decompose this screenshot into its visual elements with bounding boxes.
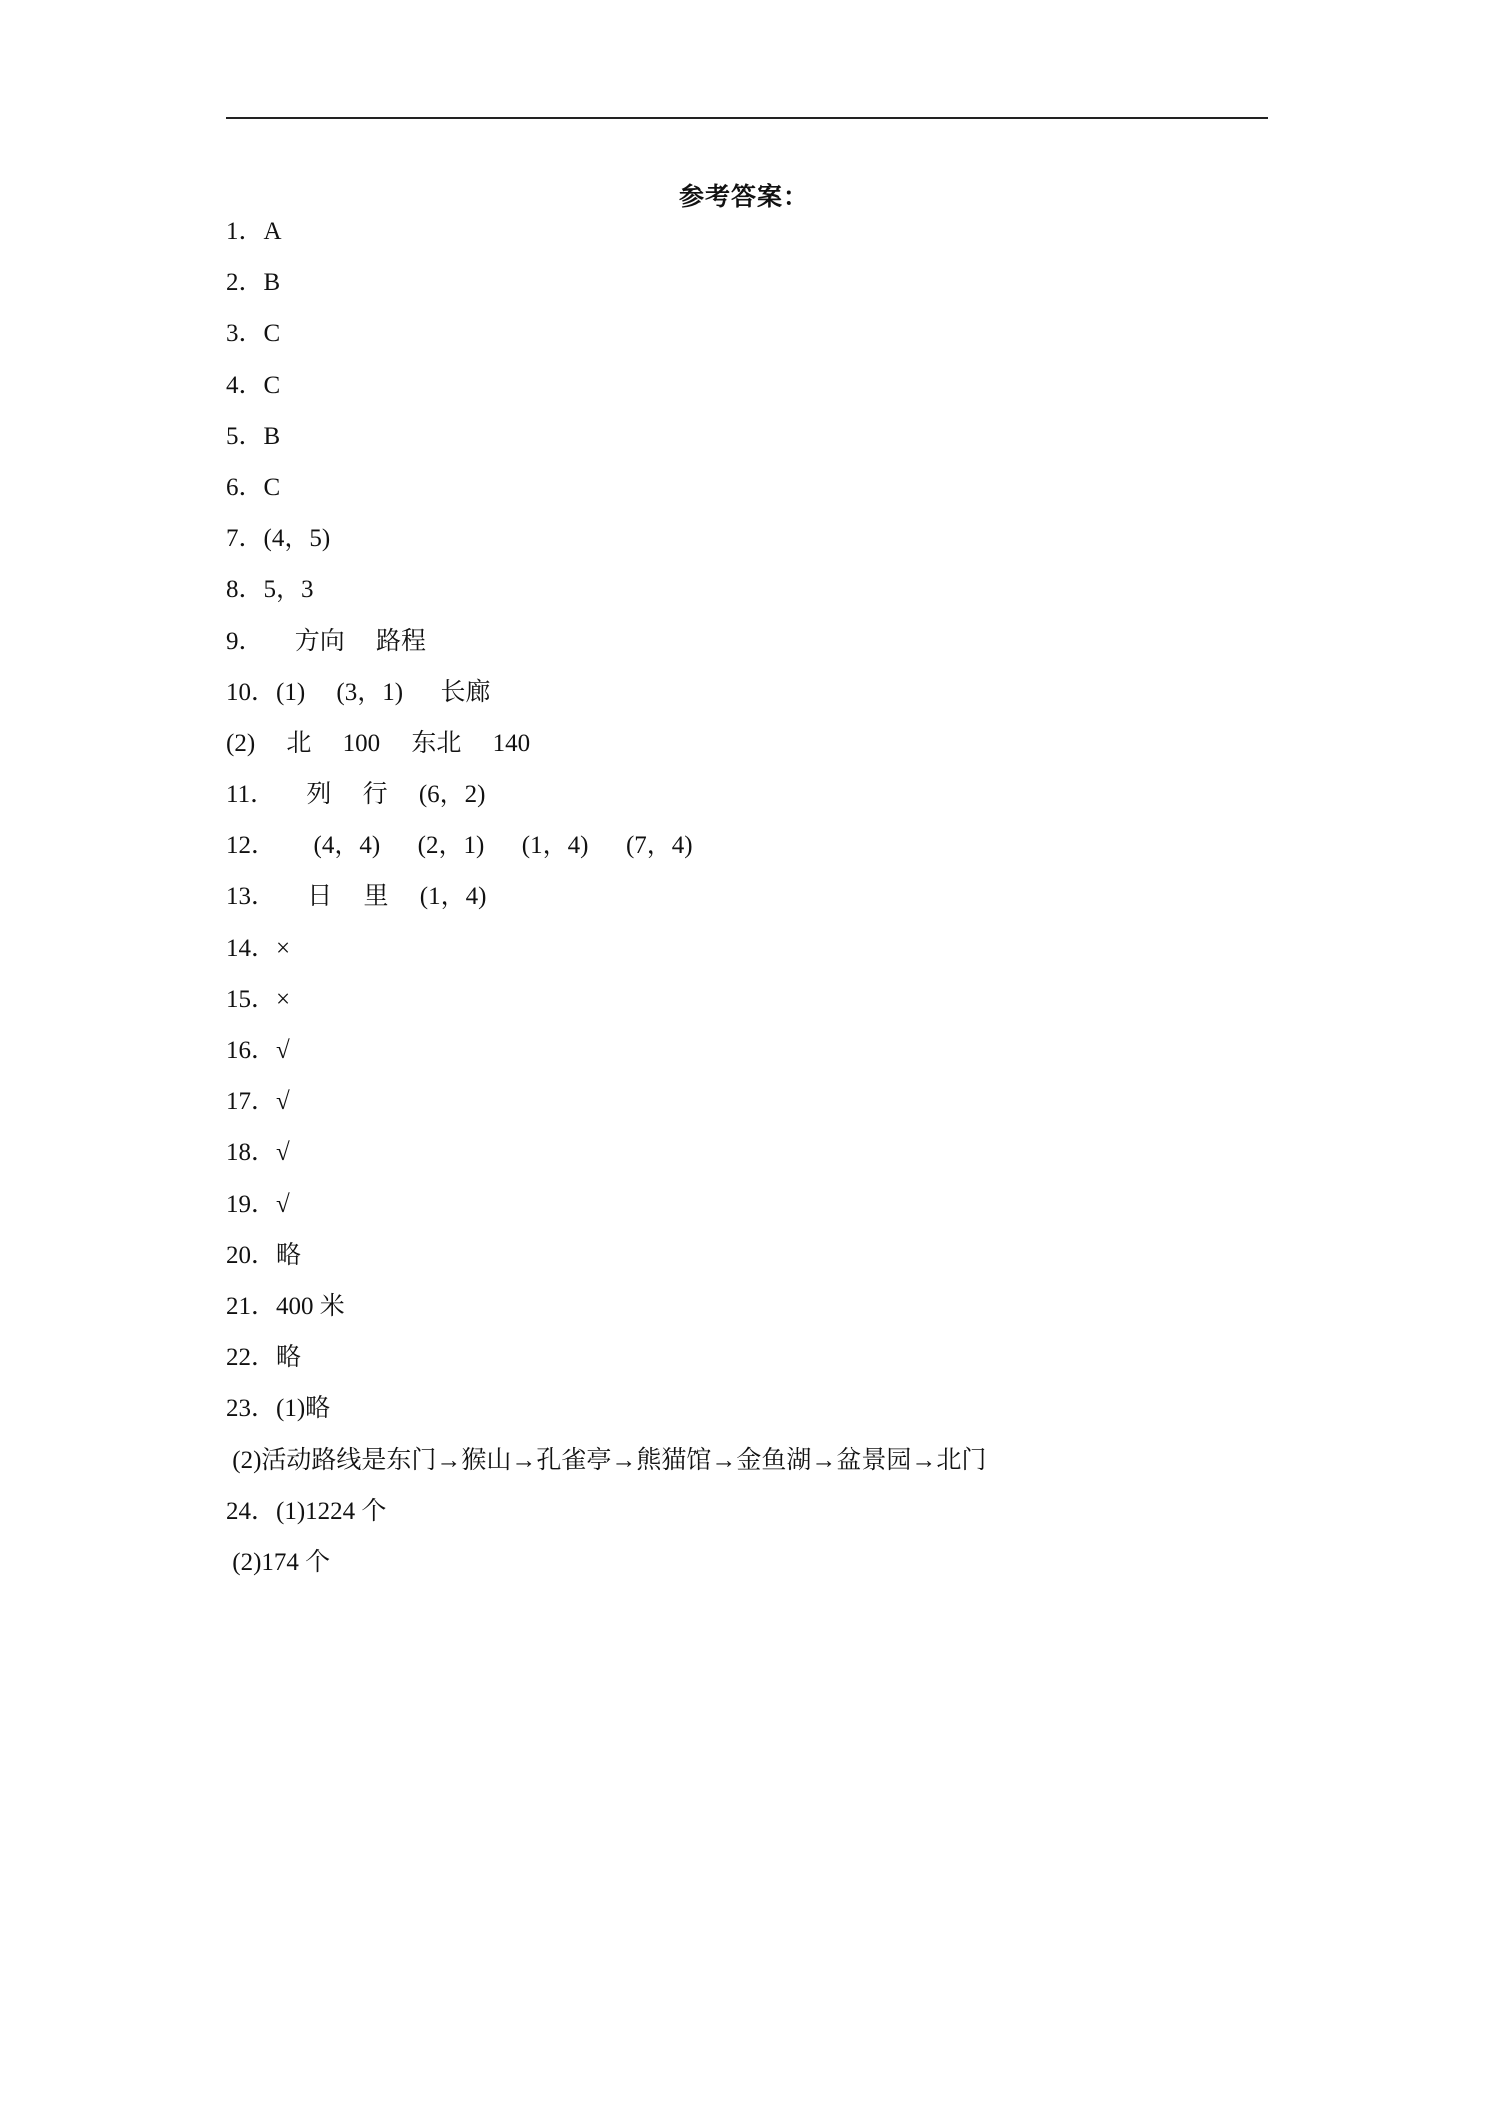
answer-line: 17．√ [226, 1088, 290, 1116]
answer-line: 5．B [226, 422, 281, 450]
answer-line: 19．√ [226, 1190, 290, 1218]
answer-line: 1．A [226, 218, 282, 245]
answer-line: 6．C [226, 473, 281, 501]
answer-line: 23．(1)略 [226, 1395, 331, 1423]
answer-line: 7．(4，5) [226, 525, 331, 553]
answer-line: 4．C [226, 371, 281, 399]
answer-list [226, 214, 1268, 1596]
answer-line: 2．B [226, 269, 281, 297]
header-rule [226, 117, 1268, 119]
answer-line: 12． (4，4) (2，1) (1，4) (7，4) [226, 832, 693, 860]
answer-line: 3．C [226, 320, 281, 348]
answer-line: 22．略 [226, 1344, 302, 1372]
answer-line: 16．√ [226, 1037, 290, 1064]
answer-line: 21．400 米 [226, 1292, 345, 1320]
answer-line: 8．5，3 [226, 576, 314, 604]
answer-line: (2)活动路线是东门→猴山→孔雀亭→熊猫馆→金鱼湖→盆景园→北门 [226, 1446, 987, 1474]
answer-line: 14．× [226, 934, 291, 962]
answer-line: 15．× [226, 985, 291, 1013]
answer-line: (2)174 个 [226, 1548, 331, 1576]
page-title: 参考答案： [678, 184, 809, 211]
answer-line: 13． 日 里 (1，4) [226, 883, 487, 911]
answer-line: 11． 列 行 (6，2) [226, 781, 486, 809]
answer-line: 24．(1)1224 个 [226, 1497, 387, 1525]
answer-line: 10．(1) (3，1) 长廊 [226, 678, 491, 706]
answer-line: 18．√ [226, 1139, 290, 1167]
answer-line: 20．略 [226, 1241, 302, 1269]
answer-line: (2) 北 100 东北 140 [226, 729, 531, 757]
answer-line: 9． 方向 路程 [226, 627, 427, 655]
